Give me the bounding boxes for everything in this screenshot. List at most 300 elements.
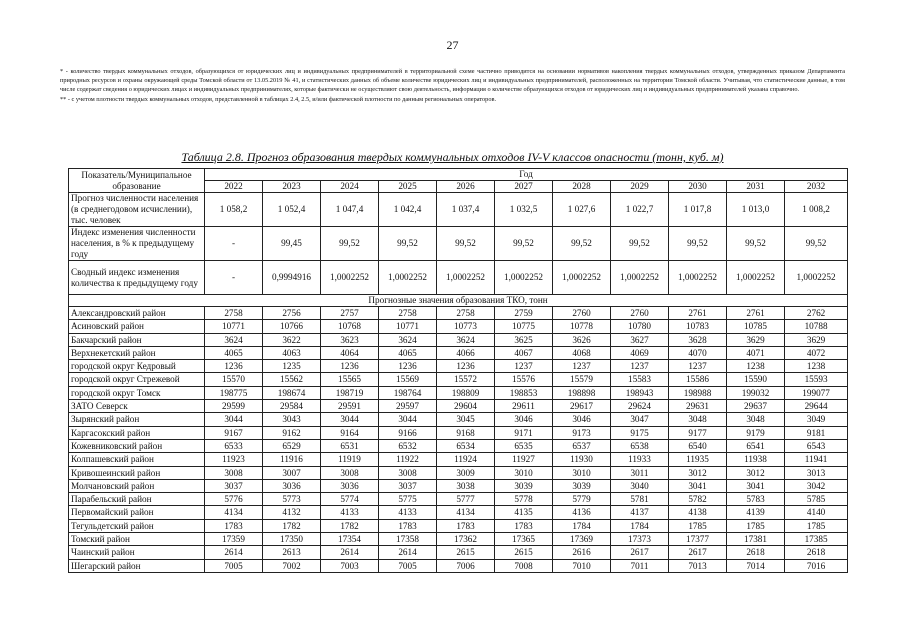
- table-cell: 99,52: [727, 227, 785, 261]
- district-row: [69, 519, 848, 532]
- table-cell: 4063: [263, 346, 321, 359]
- table-cell: 6541: [727, 439, 785, 452]
- footnotes: [60, 67, 845, 104]
- table-cell: 1237: [495, 360, 553, 373]
- district-row: [69, 346, 848, 359]
- table-cell: 7008: [495, 559, 553, 572]
- table-cell: 29624: [611, 400, 669, 413]
- table-cell: 3048: [727, 413, 785, 426]
- table-cell: 9168: [437, 426, 495, 439]
- table-cell: 1236: [379, 360, 437, 373]
- table-cell: 29611: [495, 400, 553, 413]
- table-cell: 17354: [321, 533, 379, 546]
- table-cell: 3625: [495, 333, 553, 346]
- table-cell: 1236: [437, 360, 495, 373]
- table-cell: 15576: [495, 373, 553, 386]
- table-cell: 6532: [379, 439, 437, 452]
- table-cell: 9179: [727, 426, 785, 439]
- row-label: городской округ Стрежевой: [69, 373, 205, 386]
- row-label: Колпашевский район: [69, 453, 205, 466]
- table-cell: 3013: [785, 466, 848, 479]
- row-label: Шегарский район: [69, 559, 205, 572]
- table-cell: 1783: [437, 519, 495, 532]
- row-label: городской округ Кедровый: [69, 360, 205, 373]
- table-cell: 2615: [495, 546, 553, 559]
- table-cell: 4065: [205, 346, 263, 359]
- table-cell: 3628: [669, 333, 727, 346]
- table-cell: 1785: [785, 519, 848, 532]
- row-label: городской округ Томск: [69, 386, 205, 399]
- table-cell: 29591: [321, 400, 379, 413]
- table-cell: 3010: [553, 466, 611, 479]
- table-cell: 4067: [495, 346, 553, 359]
- row-label: Асиновский район: [69, 320, 205, 333]
- district-row: [69, 546, 848, 559]
- table-cell: 198988: [669, 386, 727, 399]
- table-cell: 3042: [785, 479, 848, 492]
- table-cell: 3012: [669, 466, 727, 479]
- table-cell: 15572: [437, 373, 495, 386]
- table-cell: 4133: [321, 506, 379, 519]
- district-row: [69, 466, 848, 479]
- district-row: [69, 439, 848, 452]
- table-cell: 2758: [437, 307, 495, 320]
- table-cell: 1783: [495, 519, 553, 532]
- table-cell: 1,0002252: [379, 261, 437, 295]
- table-cell: 1 058,2: [205, 193, 263, 227]
- table-cell: 198898: [553, 386, 611, 399]
- table-cell: 198809: [437, 386, 495, 399]
- table-cell: 3043: [263, 413, 321, 426]
- table-cell: 6540: [669, 439, 727, 452]
- table-cell: 99,45: [263, 227, 321, 261]
- district-row: [69, 493, 848, 506]
- table-cell: 11916: [263, 453, 321, 466]
- row-label: Кривошеинский район: [69, 466, 205, 479]
- table-cell: 2615: [437, 546, 495, 559]
- table-cell: 1,0002252: [495, 261, 553, 295]
- table-cell: 6537: [553, 439, 611, 452]
- table-cell: 1,0002252: [611, 261, 669, 295]
- table-cell: 3047: [611, 413, 669, 426]
- table-cell: 15562: [263, 373, 321, 386]
- district-row: [69, 333, 848, 346]
- table-cell: 3627: [611, 333, 669, 346]
- table-cell: 5782: [669, 493, 727, 506]
- row-label: Первомайский район: [69, 506, 205, 519]
- table-cell: 1783: [379, 519, 437, 532]
- table-cell: 3007: [263, 466, 321, 479]
- table-cell: 9173: [553, 426, 611, 439]
- table-cell: 2762: [785, 307, 848, 320]
- table-cell: 1,0002252: [553, 261, 611, 295]
- subheader-label: Прогнозные значения образования ТКО, тонн: [69, 295, 848, 307]
- table-cell: 1 032,5: [495, 193, 553, 227]
- district-row: [69, 400, 848, 413]
- page-number: 27: [446, 38, 459, 52]
- table-cell: 99,52: [669, 227, 727, 261]
- table-cell: 1 008,2: [785, 193, 848, 227]
- table-cell: 9177: [669, 426, 727, 439]
- table-cell: 198943: [611, 386, 669, 399]
- row-label: Томский район: [69, 533, 205, 546]
- year-header: 2024: [321, 181, 379, 193]
- table-cell: 2760: [611, 307, 669, 320]
- table-cell: 15583: [611, 373, 669, 386]
- table-cell: 1,0002252: [727, 261, 785, 295]
- table-cell: 9166: [379, 426, 437, 439]
- table-cell: 2618: [785, 546, 848, 559]
- table-cell: 17362: [437, 533, 495, 546]
- district-row: [69, 373, 848, 386]
- table-cell: 9175: [611, 426, 669, 439]
- table-cell: 7010: [553, 559, 611, 572]
- table-cell: 11941: [785, 453, 848, 466]
- table-cell: 198775: [205, 386, 263, 399]
- table-cell: -: [205, 227, 263, 261]
- table-cell: 4139: [727, 506, 785, 519]
- table-cell: 1,0002252: [785, 261, 848, 295]
- table-cell: 199032: [727, 386, 785, 399]
- table-cell: 1,0002252: [669, 261, 727, 295]
- table-cell: 6531: [321, 439, 379, 452]
- table-cell: 1238: [727, 360, 785, 373]
- table-cell: 7002: [263, 559, 321, 572]
- table-cell: 7006: [437, 559, 495, 572]
- table-cell: 29617: [553, 400, 611, 413]
- table-cell: 10773: [437, 320, 495, 333]
- table-cell: 1785: [727, 519, 785, 532]
- row-label: Кожевниковский район: [69, 439, 205, 452]
- table-cell: 4071: [727, 346, 785, 359]
- waste-forecast-table: [68, 168, 848, 573]
- table-cell: 1 047,4: [321, 193, 379, 227]
- table-cell: 9167: [205, 426, 263, 439]
- table-cell: 29637: [727, 400, 785, 413]
- table-cell: 99,52: [495, 227, 553, 261]
- table-cell: 15579: [553, 373, 611, 386]
- table-cell: 29599: [205, 400, 263, 413]
- table-cell: 4069: [611, 346, 669, 359]
- table-cell: 11923: [205, 453, 263, 466]
- header-label: Показатель/Муниципальное образование: [69, 169, 205, 193]
- row-label: Тегульдетский район: [69, 519, 205, 532]
- footnote-1: * - количество твердых коммунальных отходов, образующихся от юридических лиц и индивидуальных предпринимателей в территориальной схеме частично приводится на основании нормативов накопления твердых коммунальных отходов, утвержденных приказом Департамента природных ресурсов и охраны окружающей среды Томской области от 13.05.2019 № 41, и статистических данных об объеме количестве юридических лиц и индивидуальных предпринимателей, расположенных на территории Томской области. Учитывая, что статистические данные, в том числе содержат сведения о юридических лицах и индивидуальных предпринимателях, которые фактически не осуществляют свою деятельность, информация о количестве образующихся отходов от юридических лиц и индивидуальных предпринимателей указана справочно.: [60, 68, 845, 94]
- table-cell: 3045: [437, 413, 495, 426]
- table-cell: 2616: [553, 546, 611, 559]
- table-cell: 4138: [669, 506, 727, 519]
- district-row: [69, 386, 848, 399]
- table-cell: 15586: [669, 373, 727, 386]
- year-header: 2025: [379, 181, 437, 193]
- table-cell: 7011: [611, 559, 669, 572]
- indicator-row: [69, 261, 848, 295]
- table-cell: 1235: [263, 360, 321, 373]
- table-cell: 3629: [727, 333, 785, 346]
- table-cell: 198853: [495, 386, 553, 399]
- district-row: [69, 479, 848, 492]
- table-cell: 9181: [785, 426, 848, 439]
- table-cell: 11927: [495, 453, 553, 466]
- table-cell: 3626: [553, 333, 611, 346]
- table-cell: 5781: [611, 493, 669, 506]
- table-cell: 4133: [379, 506, 437, 519]
- table-cell: 3011: [611, 466, 669, 479]
- table-cell: 1237: [553, 360, 611, 373]
- indicator-row: [69, 193, 848, 227]
- table-cell: 4065: [379, 346, 437, 359]
- table-cell: 10788: [785, 320, 848, 333]
- year-header: 2027: [495, 181, 553, 193]
- table-cell: 199077: [785, 386, 848, 399]
- table-cell: 3036: [321, 479, 379, 492]
- table-cell: 2617: [669, 546, 727, 559]
- table-cell: 1 027,6: [553, 193, 611, 227]
- table-cell: 4136: [553, 506, 611, 519]
- table-cell: 1 042,4: [379, 193, 437, 227]
- row-label: ЗАТО Северск: [69, 400, 205, 413]
- table-cell: 17358: [379, 533, 437, 546]
- table-cell: 5773: [263, 493, 321, 506]
- table-cell: 29631: [669, 400, 727, 413]
- table-cell: 2756: [263, 307, 321, 320]
- indicator-row: [69, 227, 848, 261]
- table-cell: 10771: [205, 320, 263, 333]
- table-cell: 1237: [669, 360, 727, 373]
- table-cell: 1,0002252: [437, 261, 495, 295]
- table-cell: 3038: [437, 479, 495, 492]
- table-cell: 9162: [263, 426, 321, 439]
- table-cell: 29584: [263, 400, 321, 413]
- table-cell: 3629: [785, 333, 848, 346]
- table-cell: 4140: [785, 506, 848, 519]
- table-cell: 5783: [727, 493, 785, 506]
- table-cell: 3624: [205, 333, 263, 346]
- table-cell: 5777: [437, 493, 495, 506]
- district-row: [69, 413, 848, 426]
- table-cell: 3040: [611, 479, 669, 492]
- table-cell: 3008: [379, 466, 437, 479]
- table-cell: 4068: [553, 346, 611, 359]
- table-cell: 3044: [379, 413, 437, 426]
- table-cell: 198674: [263, 386, 321, 399]
- table-cell: 4134: [205, 506, 263, 519]
- table-cell: 1236: [205, 360, 263, 373]
- table-cell: 9164: [321, 426, 379, 439]
- table-cell: 2760: [553, 307, 611, 320]
- table-cell: 15593: [785, 373, 848, 386]
- table-cell: 3049: [785, 413, 848, 426]
- table-cell: 15590: [727, 373, 785, 386]
- table-cell: 3044: [205, 413, 263, 426]
- table-cell: 3037: [205, 479, 263, 492]
- table-cell: 11922: [379, 453, 437, 466]
- table-cell: 11924: [437, 453, 495, 466]
- table-cell: 4070: [669, 346, 727, 359]
- table-cell: 17365: [495, 533, 553, 546]
- table-cell: 7014: [727, 559, 785, 572]
- year-header: 2023: [263, 181, 321, 193]
- table-cell: -: [205, 261, 263, 295]
- table-cell: 3008: [321, 466, 379, 479]
- table-cell: 10778: [553, 320, 611, 333]
- year-header: 2028: [553, 181, 611, 193]
- table-cell: 1 052,4: [263, 193, 321, 227]
- year-header: 2030: [669, 181, 727, 193]
- district-row: [69, 307, 848, 320]
- table-cell: 10780: [611, 320, 669, 333]
- table-cell: 3037: [379, 479, 437, 492]
- table-cell: 15569: [379, 373, 437, 386]
- table-cell: 17359: [205, 533, 263, 546]
- table-cell: 4066: [437, 346, 495, 359]
- table-cell: 1236: [321, 360, 379, 373]
- table-cell: 2757: [321, 307, 379, 320]
- table-cell: 0,9994916: [263, 261, 321, 295]
- subheader-row: [69, 295, 848, 307]
- table-cell: 5774: [321, 493, 379, 506]
- table-cell: 3009: [437, 466, 495, 479]
- table-cell: 10768: [321, 320, 379, 333]
- table-cell: 1 022,7: [611, 193, 669, 227]
- row-label: Прогноз численности населения (в среднегодовом исчислении), тыс. человек: [69, 193, 205, 227]
- header-row-1: [69, 169, 848, 181]
- table-cell: 29597: [379, 400, 437, 413]
- row-label: Парабельский район: [69, 493, 205, 506]
- table-cell: 99,52: [785, 227, 848, 261]
- table-cell: 1238: [785, 360, 848, 373]
- table-cell: 5779: [553, 493, 611, 506]
- table-cell: 99,52: [321, 227, 379, 261]
- table-cell: 99,52: [611, 227, 669, 261]
- table-cell: 17377: [669, 533, 727, 546]
- table-cell: 4137: [611, 506, 669, 519]
- table-cell: 4132: [263, 506, 321, 519]
- table-cell: 11935: [669, 453, 727, 466]
- table-cell: 3624: [437, 333, 495, 346]
- table-cell: 1784: [553, 519, 611, 532]
- table-cell: 11933: [611, 453, 669, 466]
- table-cell: 3010: [495, 466, 553, 479]
- table-cell: 3039: [495, 479, 553, 492]
- table-cell: 10775: [495, 320, 553, 333]
- table-cell: 17373: [611, 533, 669, 546]
- table-cell: 10771: [379, 320, 437, 333]
- table-cell: 1785: [669, 519, 727, 532]
- row-label: Каргасокский район: [69, 426, 205, 439]
- table-cell: 198764: [379, 386, 437, 399]
- row-label: Чаинский район: [69, 546, 205, 559]
- table-cell: 2761: [727, 307, 785, 320]
- row-label: Бакчарский район: [69, 333, 205, 346]
- year-header: 2032: [785, 181, 848, 193]
- table-cell: 6535: [495, 439, 553, 452]
- table-cell: 198719: [321, 386, 379, 399]
- row-label: Зырянский район: [69, 413, 205, 426]
- table-cell: 3624: [379, 333, 437, 346]
- table-cell: 15570: [205, 373, 263, 386]
- table-cell: 5778: [495, 493, 553, 506]
- table-cell: 1782: [321, 519, 379, 532]
- table-cell: 3041: [669, 479, 727, 492]
- table-cell: 6533: [205, 439, 263, 452]
- table-cell: 2618: [727, 546, 785, 559]
- table-cell: 10785: [727, 320, 785, 333]
- table-cell: 2614: [321, 546, 379, 559]
- table-cell: 3046: [495, 413, 553, 426]
- table-cell: 2759: [495, 307, 553, 320]
- table-cell: 3036: [263, 479, 321, 492]
- table-cell: 3039: [553, 479, 611, 492]
- table-cell: 5776: [205, 493, 263, 506]
- table-cell: 2758: [379, 307, 437, 320]
- table-cell: 3623: [321, 333, 379, 346]
- district-row: [69, 533, 848, 546]
- row-label: Молчановский район: [69, 479, 205, 492]
- table-cell: 99,52: [379, 227, 437, 261]
- table-cell: 2617: [611, 546, 669, 559]
- table-cell: 4072: [785, 346, 848, 359]
- table-cell: 1237: [611, 360, 669, 373]
- table-cell: 5775: [379, 493, 437, 506]
- table-cell: 5785: [785, 493, 848, 506]
- table-cell: 99,52: [553, 227, 611, 261]
- table-cell: 1782: [263, 519, 321, 532]
- table-cell: 17381: [727, 533, 785, 546]
- table-cell: 3044: [321, 413, 379, 426]
- table-cell: 4134: [437, 506, 495, 519]
- year-header: 2031: [727, 181, 785, 193]
- table-cell: 29644: [785, 400, 848, 413]
- table-cell: 7003: [321, 559, 379, 572]
- table-cell: 29604: [437, 400, 495, 413]
- table-cell: 3041: [727, 479, 785, 492]
- table-cell: 1784: [611, 519, 669, 532]
- table-cell: 3622: [263, 333, 321, 346]
- table-caption: Таблица 2.8. Прогноз образования твердых коммунальных отходов IV-V классов опасности (тонн, куб. м): [181, 150, 724, 164]
- table-cell: 4064: [321, 346, 379, 359]
- row-label: Индекс изменения численности населения, в % к предыдущему году: [69, 227, 205, 261]
- table-cell: 7013: [669, 559, 727, 572]
- table-cell: 2613: [263, 546, 321, 559]
- year-header: 2029: [611, 181, 669, 193]
- table-cell: 2758: [205, 307, 263, 320]
- year-group-header: Год: [205, 169, 848, 181]
- table-cell: 9171: [495, 426, 553, 439]
- footnote-2: ** - с учетом плотности твердых коммунальных отходов, представленной в таблицах 2.4, 2.5, и/или фактической плотности по данным региональных операторов.: [60, 95, 497, 103]
- district-row: [69, 559, 848, 572]
- year-header: 2026: [437, 181, 495, 193]
- table-cell: 4135: [495, 506, 553, 519]
- table-cell: 7005: [379, 559, 437, 572]
- table-cell: 2614: [379, 546, 437, 559]
- table-cell: 1 037,4: [437, 193, 495, 227]
- row-label: Александровский район: [69, 307, 205, 320]
- table-cell: 99,52: [437, 227, 495, 261]
- table-cell: 11930: [553, 453, 611, 466]
- table-cell: 6543: [785, 439, 848, 452]
- table-cell: 10783: [669, 320, 727, 333]
- table-cell: 6538: [611, 439, 669, 452]
- table-cell: 7016: [785, 559, 848, 572]
- table-cell: 2761: [669, 307, 727, 320]
- district-row: [69, 426, 848, 439]
- table-cell: 1783: [205, 519, 263, 532]
- table-cell: 1,0002252: [321, 261, 379, 295]
- table-cell: 7005: [205, 559, 263, 572]
- table-cell: 6529: [263, 439, 321, 452]
- table-cell: 3046: [553, 413, 611, 426]
